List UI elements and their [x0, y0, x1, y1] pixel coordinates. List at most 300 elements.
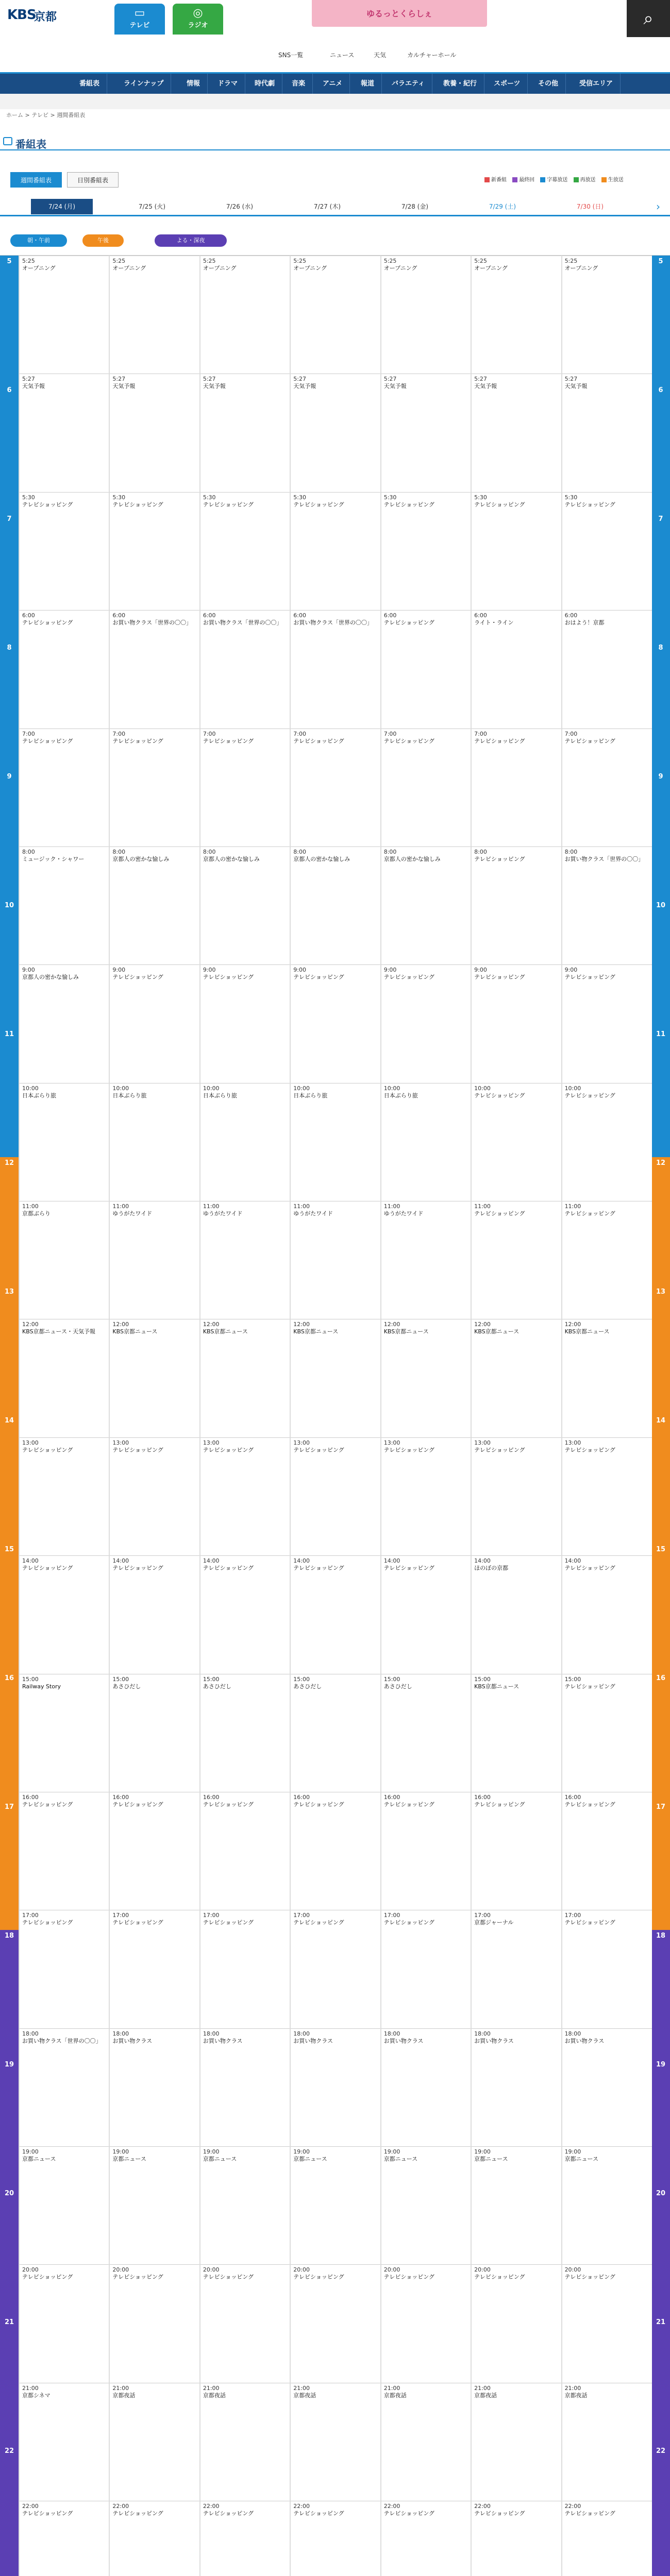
program-time: 8:00: [203, 848, 216, 855]
program-slot[interactable]: [290, 256, 380, 374]
hour-label: [0, 2059, 19, 2188]
program-slot[interactable]: [19, 1201, 109, 1319]
program-slot[interactable]: [381, 1083, 471, 1201]
program-time: 16:00: [112, 1793, 129, 1801]
program-title: テレビショッピング: [564, 1683, 615, 1690]
program-slot[interactable]: [381, 492, 471, 610]
hour-label-text: 6: [7, 386, 12, 394]
program-slot[interactable]: [471, 2383, 561, 2501]
program-slot[interactable]: [290, 610, 380, 728]
program-slot[interactable]: [471, 1319, 561, 1437]
hour-label: [0, 1672, 19, 1801]
hour-label-text: 17: [656, 1803, 666, 1811]
program-slot[interactable]: [109, 728, 199, 846]
program-title: テレビショッピング: [22, 1446, 73, 1453]
hour-label: [651, 2316, 670, 2445]
program-slot[interactable]: [19, 610, 109, 728]
program-slot[interactable]: [562, 728, 652, 846]
program-slot[interactable]: [562, 374, 652, 492]
program-title: テレビショッピング: [203, 1919, 254, 1926]
program-time: 15:00: [474, 1675, 491, 1683]
jump-afternoon-button[interactable]: 午後: [82, 234, 124, 247]
program-slot[interactable]: [200, 1319, 290, 1437]
hour-label: [651, 513, 670, 642]
program-time: 12:00: [22, 1321, 39, 1328]
program-slot[interactable]: [471, 492, 561, 610]
program-slot[interactable]: [381, 374, 471, 492]
program-slot[interactable]: [471, 1083, 561, 1201]
program-title: テレビショッピング: [293, 1565, 344, 1572]
program-slot[interactable]: [19, 492, 109, 610]
program-title: ゆうがたワイド: [112, 1210, 153, 1217]
tab-weekly[interactable]: 週間番組表: [10, 172, 62, 188]
day-column: [290, 256, 380, 2576]
program-slot[interactable]: [290, 2501, 380, 2576]
hour-label-text: [651, 2574, 670, 2576]
program-slot[interactable]: [200, 1555, 290, 1673]
program-slot[interactable]: [562, 2146, 652, 2264]
program-title: テレビショッピング: [112, 974, 163, 981]
program-slot[interactable]: [471, 1674, 561, 1792]
day-tab-6[interactable]: 7/29 (土): [489, 203, 516, 210]
program-title: テレビショッピング: [564, 974, 615, 981]
program-time: 10:00: [564, 1084, 581, 1092]
program-slot[interactable]: [200, 256, 290, 374]
program-slot[interactable]: [562, 846, 652, 964]
day-tab-1[interactable]: 7/24 (月): [31, 199, 93, 214]
program-slot[interactable]: [200, 610, 290, 728]
program-time: 7:00: [293, 730, 306, 737]
program-time: 14:00: [383, 1557, 400, 1565]
program-slot[interactable]: [471, 610, 561, 728]
hour-label: [651, 2574, 670, 2576]
program-slot[interactable]: [109, 1910, 199, 2028]
hour-label-text: 18: [656, 1932, 666, 1940]
program-slot[interactable]: [381, 1555, 471, 1673]
nav-jidaigeki[interactable]: 時代劇: [247, 74, 282, 94]
program-slot[interactable]: [109, 1555, 199, 1673]
hour-label: [651, 1672, 670, 1801]
top-link-3[interactable]: 天気: [374, 52, 387, 59]
program-time: 7:00: [203, 730, 216, 737]
program-slot[interactable]: [471, 846, 561, 964]
program-slot[interactable]: [381, 2028, 471, 2146]
program-slot[interactable]: [471, 964, 561, 1082]
program-slot[interactable]: [109, 2383, 199, 2501]
program-title: KBS京都ニュース・天気予報: [22, 1328, 95, 1335]
program-time: 5:27: [474, 376, 487, 383]
program-slot[interactable]: [290, 846, 380, 964]
hour-label: [0, 256, 19, 384]
jump-night-button[interactable]: よる・深夜: [155, 234, 227, 247]
program-slot[interactable]: [562, 2501, 652, 2576]
nav-kyoyo[interactable]: 教養・紀行: [436, 74, 484, 94]
program-slot[interactable]: [381, 1437, 471, 1555]
program-slot[interactable]: [381, 610, 471, 728]
program-slot[interactable]: [381, 1792, 471, 1910]
program-slot[interactable]: [381, 728, 471, 846]
hour-label: [651, 771, 670, 900]
program-title: テレビショッピング: [112, 501, 163, 508]
program-slot[interactable]: [290, 1555, 380, 1673]
program-title: 京都人の密かな愉しみ: [383, 855, 441, 862]
nav-variety[interactable]: バラエティ: [384, 74, 432, 94]
nav-anime[interactable]: アニメ: [315, 74, 350, 94]
program-slot[interactable]: [109, 2028, 199, 2146]
program-slot[interactable]: [290, 964, 380, 1082]
program-title: 京都人の密かな愉しみ: [22, 974, 79, 981]
program-slot[interactable]: [562, 2028, 652, 2146]
nav-area[interactable]: 受信エリア: [572, 74, 621, 94]
program-slot[interactable]: [381, 2383, 471, 2501]
day-column: [109, 256, 199, 2576]
program-slot[interactable]: [109, 492, 199, 610]
program-slot[interactable]: [290, 2146, 380, 2264]
nav-sports[interactable]: スポーツ: [487, 74, 528, 94]
program-title: テレビショッピング: [564, 1446, 615, 1453]
program-slot[interactable]: [562, 1201, 652, 1319]
day-tab-7[interactable]: 7/30 (日): [576, 203, 604, 210]
program-slot[interactable]: [109, 964, 199, 1082]
program-slot[interactable]: [381, 2501, 471, 2576]
program-slot[interactable]: [562, 1437, 652, 1555]
program-slot[interactable]: [471, 2146, 561, 2264]
program-time: 5:27: [22, 376, 35, 383]
program-slot[interactable]: [19, 964, 109, 1082]
program-time: 7:00: [474, 730, 487, 737]
nav-other[interactable]: その他: [531, 74, 566, 94]
program-time: 22:00: [22, 2503, 39, 2510]
program-slot[interactable]: [200, 846, 290, 964]
hour-label: [0, 2445, 19, 2574]
program-time: 5:27: [383, 376, 397, 383]
radio-button[interactable]: ◎ ラジオ: [173, 4, 223, 35]
nav-lineup[interactable]: ラインナップ: [116, 74, 171, 94]
program-title: お買い物クラス: [112, 2037, 153, 2044]
program-slot[interactable]: [109, 1083, 199, 1201]
program-slot[interactable]: [19, 1083, 109, 1201]
program-time: 13:00: [293, 1439, 310, 1446]
program-slot[interactable]: [19, 1910, 109, 2028]
program-title: テレビショッピング: [474, 737, 525, 744]
program-slot[interactable]: [109, 1674, 199, 1792]
hour-label-text: 8: [7, 644, 12, 652]
hour-label-text: 12: [656, 1159, 666, 1167]
program-slot[interactable]: [562, 1792, 652, 1910]
program-title: テレビショッピング: [112, 737, 163, 744]
program-time: 12:00: [474, 1321, 491, 1328]
program-title: テレビショッピング: [383, 974, 435, 981]
program-time: 6:00: [564, 612, 578, 619]
program-title: テレビショッピング: [564, 501, 615, 508]
program-slot[interactable]: [381, 2264, 471, 2382]
nav-news[interactable]: 報道: [354, 74, 382, 94]
program-slot[interactable]: [381, 846, 471, 964]
hour-label: [0, 1930, 19, 2059]
program-slot[interactable]: [109, 1201, 199, 1319]
nav-music[interactable]: 音楽: [284, 74, 313, 94]
program-slot[interactable]: [471, 1201, 561, 1319]
search-button[interactable]: [627, 0, 670, 37]
program-slot[interactable]: [19, 846, 109, 964]
program-slot[interactable]: [471, 256, 561, 374]
program-slot[interactable]: [200, 964, 290, 1082]
program-slot[interactable]: [109, 1437, 199, 1555]
program-title: テレビショッピング: [112, 1565, 163, 1572]
program-slot[interactable]: [562, 256, 652, 374]
program-slot[interactable]: [381, 1674, 471, 1792]
program-slot[interactable]: [109, 1319, 199, 1437]
program-slot[interactable]: [381, 1910, 471, 2028]
tv-guide-icon: [3, 137, 12, 145]
program-time: 18:00: [564, 2030, 581, 2037]
hour-label-text: 15: [656, 1546, 666, 1553]
program-slot[interactable]: [381, 1201, 471, 1319]
hour-label: [651, 384, 670, 513]
program-time: 16:00: [383, 1793, 400, 1801]
program-slot[interactable]: [290, 492, 380, 610]
program-slot[interactable]: [109, 2146, 199, 2264]
program-slot[interactable]: [109, 374, 199, 492]
program-slot[interactable]: [471, 1437, 561, 1555]
program-slot[interactable]: [109, 2501, 199, 2576]
hour-label-text: 9: [658, 773, 663, 781]
program-title: 京都ニュース: [112, 2156, 146, 2162]
hour-label: [0, 1028, 19, 1157]
program-slot[interactable]: [19, 1555, 109, 1673]
top-link-2[interactable]: ニュース: [330, 52, 355, 59]
program-time: 5:30: [112, 494, 126, 501]
site-header: [0, 0, 670, 37]
program-slot[interactable]: [562, 1910, 652, 2028]
program-slot[interactable]: [200, 2028, 290, 2146]
program-time: 5:27: [203, 376, 216, 383]
program-slot[interactable]: [290, 1674, 380, 1792]
hour-label-text: 13: [656, 1288, 666, 1296]
hour-label-text: 20: [4, 2190, 14, 2197]
day-tab-3[interactable]: 7/26 (水): [226, 203, 254, 210]
program-time: 5:25: [203, 258, 216, 264]
program-title: KBS京都ニュース: [564, 1328, 610, 1335]
program-slot[interactable]: [471, 1910, 561, 2028]
hour-label: [0, 2188, 19, 2316]
program-slot[interactable]: [19, 1319, 109, 1437]
program-time: 14:00: [203, 1557, 220, 1565]
program-time: 9:00: [383, 967, 397, 974]
program-title: オープニング: [564, 265, 598, 272]
program-slot[interactable]: [200, 1674, 290, 1792]
program-time: 19:00: [112, 2148, 129, 2155]
program-slot[interactable]: [200, 374, 290, 492]
program-slot[interactable]: [290, 1910, 380, 2028]
program-slot[interactable]: [19, 1437, 109, 1555]
program-slot[interactable]: [109, 1792, 199, 1910]
program-time: 6:00: [22, 612, 35, 619]
program-title: テレビショッピング: [383, 1801, 435, 1808]
program-title: 京都人の密かな愉しみ: [293, 855, 350, 862]
program-slot[interactable]: [290, 1792, 380, 1910]
program-title: 天気予報: [112, 383, 136, 390]
next-week-arrow-icon[interactable]: ›: [656, 200, 660, 213]
program-time: 16:00: [203, 1793, 220, 1801]
nav-drama[interactable]: ドラマ: [210, 74, 245, 94]
program-slot[interactable]: [200, 2383, 290, 2501]
jump-morning-button[interactable]: 朝・午前: [10, 234, 67, 247]
top-link-1[interactable]: SNS一覧: [278, 52, 304, 59]
program-slot[interactable]: [200, 1437, 290, 1555]
hour-label: [651, 256, 670, 384]
program-slot[interactable]: [290, 374, 380, 492]
program-time: 8:00: [383, 848, 397, 855]
hour-label: [651, 2445, 670, 2574]
program-slot[interactable]: [19, 2501, 109, 2576]
program-title: テレビショッピング: [22, 1801, 73, 1808]
day-tab-4[interactable]: 7/27 (木): [313, 203, 341, 210]
program-slot[interactable]: [562, 2383, 652, 2501]
program-slot[interactable]: [562, 1555, 652, 1673]
program-slot[interactable]: [562, 1674, 652, 1792]
program-slot[interactable]: [200, 2264, 290, 2382]
program-time: 21:00: [112, 2384, 129, 2392]
program-slot[interactable]: [109, 2264, 199, 2382]
program-slot[interactable]: [290, 1083, 380, 1201]
program-slot[interactable]: [290, 2028, 380, 2146]
program-slot[interactable]: [290, 2264, 380, 2382]
program-title: ミュージック・シャワー: [22, 855, 85, 862]
day-selector: [0, 196, 670, 216]
site-logo[interactable]: KBS 京都: [7, 7, 57, 24]
program-title: テレビショッピング: [203, 737, 254, 744]
program-slot[interactable]: [562, 1319, 652, 1437]
program-title: 天気予報: [474, 383, 497, 390]
program-slot[interactable]: [381, 2146, 471, 2264]
program-slot[interactable]: [471, 2028, 561, 2146]
program-slot[interactable]: [562, 2264, 652, 2382]
program-slot[interactable]: [381, 964, 471, 1082]
program-slot[interactable]: [471, 2501, 561, 2576]
program-slot[interactable]: [562, 964, 652, 1082]
program-slot[interactable]: [290, 1437, 380, 1555]
program-title: 京都夜話: [203, 2392, 226, 2399]
program-time: 15:00: [112, 1675, 129, 1683]
program-slot[interactable]: [290, 2383, 380, 2501]
program-title: ゆうがたワイド: [383, 1210, 424, 1217]
program-slot[interactable]: [200, 728, 290, 846]
program-slot[interactable]: [19, 728, 109, 846]
program-time: 9:00: [22, 967, 35, 974]
program-time: 22:00: [474, 2503, 491, 2510]
legend-live: 生放送: [601, 175, 624, 183]
program-slot[interactable]: [471, 1792, 561, 1910]
program-time: 19:00: [203, 2148, 220, 2155]
program-time: 5:30: [474, 494, 487, 501]
program-time: 15:00: [203, 1675, 220, 1683]
program-slot[interactable]: [19, 374, 109, 492]
program-slot[interactable]: [19, 2146, 109, 2264]
program-slot[interactable]: [290, 728, 380, 846]
program-title: 京都ニュース: [564, 2156, 599, 2162]
program-slot[interactable]: [109, 610, 199, 728]
program-time: 5:25: [22, 258, 35, 264]
program-title: テレビショッピング: [564, 1919, 615, 1926]
program-slot[interactable]: [200, 2501, 290, 2576]
program-slot[interactable]: [471, 2264, 561, 2382]
program-slot[interactable]: [471, 374, 561, 492]
program-title: テレビショッピング: [203, 501, 254, 508]
day-column: [19, 256, 109, 2576]
program-time: 14:00: [22, 1557, 39, 1565]
program-slot[interactable]: [200, 1910, 290, 2028]
program-slot[interactable]: [200, 2146, 290, 2264]
program-slot[interactable]: [562, 1083, 652, 1201]
promo-banner[interactable]: ゆるっとくらしぇ: [312, 0, 487, 27]
hour-label: [651, 1801, 670, 1930]
program-title: お買い物クラス「世界の〇〇」: [564, 855, 644, 862]
program-title: お買い物クラス: [203, 2037, 243, 2044]
program-title: ライト・ライン: [474, 619, 514, 626]
program-title: お買い物クラス「世界の〇〇」: [22, 2037, 102, 2044]
tab-daily[interactable]: 日別番組表: [67, 172, 119, 188]
program-title: 天気予報: [203, 383, 226, 390]
program-title: テレビショッピング: [564, 1801, 615, 1808]
hour-label-text: 7: [7, 515, 12, 523]
program-slot[interactable]: [562, 610, 652, 728]
program-title: テレビショッピング: [474, 855, 525, 862]
program-slot[interactable]: [200, 1792, 290, 1910]
tv-button[interactable]: ▭ テレビ: [114, 4, 165, 35]
day-tab-5[interactable]: 7/28 (金): [401, 203, 429, 210]
day-tab-2[interactable]: 7/25 (火): [138, 203, 166, 210]
hour-label: [0, 771, 19, 900]
program-slot[interactable]: [471, 1555, 561, 1673]
program-slot[interactable]: [19, 2383, 109, 2501]
program-title: テレビショッピング: [474, 1210, 525, 1217]
program-title: 天気予報: [22, 383, 45, 390]
program-slot[interactable]: [19, 1674, 109, 1792]
program-slot[interactable]: [19, 1792, 109, 1910]
program-time: 20:00: [383, 2266, 400, 2274]
top-link-4[interactable]: カルチャーホール: [407, 52, 457, 59]
program-slot[interactable]: [19, 2264, 109, 2382]
page-title: 番組表: [15, 138, 46, 150]
program-slot[interactable]: [562, 492, 652, 610]
hour-label-text: 14: [4, 1417, 14, 1425]
program-slot[interactable]: [19, 256, 109, 374]
program-slot[interactable]: [471, 728, 561, 846]
program-time: 21:00: [203, 2384, 220, 2392]
program-title: あさひだし: [203, 1683, 231, 1690]
program-slot[interactable]: [109, 256, 199, 374]
program-slot[interactable]: [19, 2028, 109, 2146]
nav-info[interactable]: 情報: [179, 74, 208, 94]
program-slot[interactable]: [381, 256, 471, 374]
program-slot[interactable]: [200, 492, 290, 610]
program-slot[interactable]: [200, 1083, 290, 1201]
hour-label: [651, 2059, 670, 2188]
program-time: 6:00: [293, 612, 306, 619]
program-slot[interactable]: [200, 1201, 290, 1319]
program-title: テレビショッピング: [564, 1210, 615, 1217]
program-slot[interactable]: [109, 846, 199, 964]
program-title: テレビショッピング: [564, 2510, 615, 2517]
program-slot[interactable]: [290, 1319, 380, 1437]
nav-bangumihyo[interactable]: 番組表: [72, 74, 107, 94]
program-slot[interactable]: [290, 1201, 380, 1319]
program-slot[interactable]: [381, 1319, 471, 1437]
hour-label-text: 10: [4, 902, 14, 909]
program-title: テレビショッピング: [564, 737, 615, 744]
hour-label-text: 10: [656, 902, 666, 909]
